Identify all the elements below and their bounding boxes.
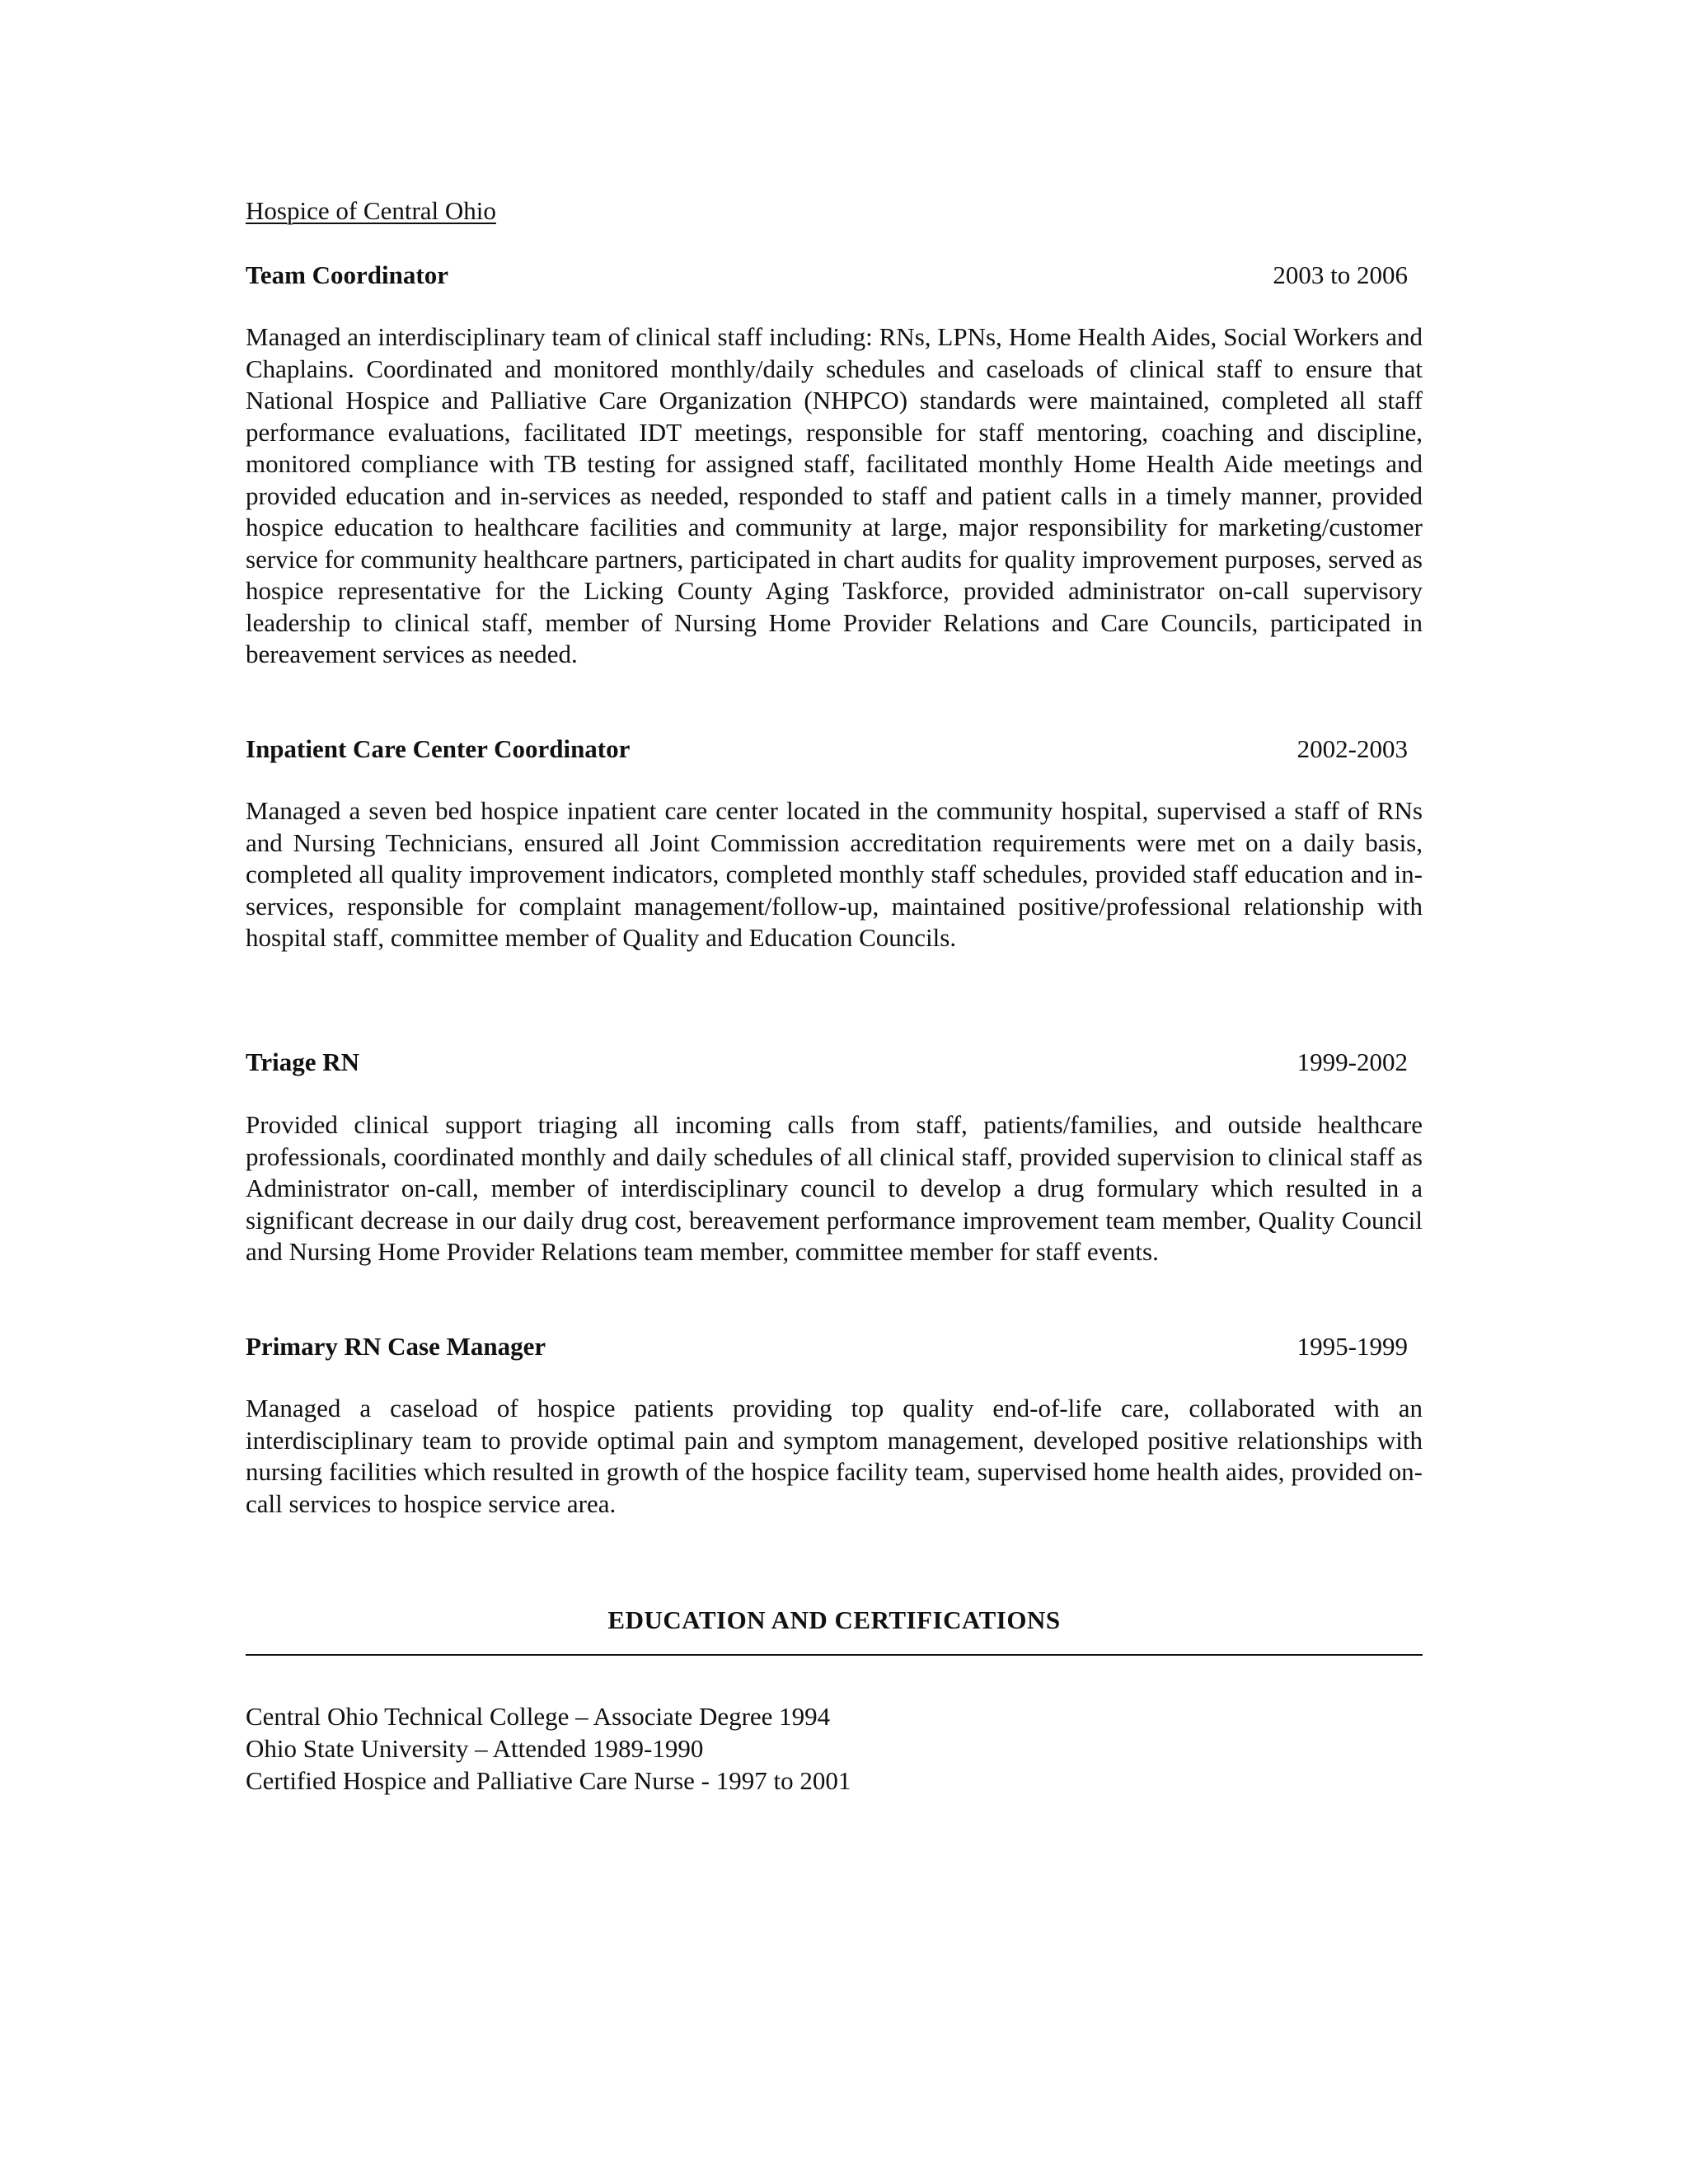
section-divider [246,1654,1423,1656]
job-dates: 1999-2002 [1296,1047,1408,1076]
job-title: Triage RN [246,1047,360,1076]
job-description: Managed a seven bed hospice inpatient care center located in the community hospital, supervised a staff of RNs and Nursing Technicians, ensured all Joint Commission accreditation requirements were met on a daily basis, completed all quality improvement indicators, completed monthly staff schedules, provided staff education and in-services, responsible for complaint management/follow-up, maintained positive/professional relationship with hospital staff, committee member of Quality and Education Councils. [246,796,1423,952]
job-description: Provided clinical support triaging all incoming calls from staff, patients/families, and outside healthcare professionals, coordinated monthly and daily schedules of all clinical staff, provided supervision to clinical staff as Administrator on-call, member of interdisciplinary council to develop a drug formulary which resulted in a significant decrease in our daily drug cost, bereavement performance improvement team member, Quality Council and Nursing Home Provider Relations team member, committee member for staff events. [246,1110,1423,1266]
job-dates: 1995-1999 [1296,1332,1408,1361]
job-dates: 2002-2003 [1296,734,1408,763]
job-title: Team Coordinator [246,260,448,289]
job-title: Primary RN Case Manager [246,1332,546,1361]
education-item: Ohio State University – Attended 1989-1990 [246,1734,704,1763]
job-dates: 2003 to 2006 [1273,260,1408,289]
education-item: Certified Hospice and Palliative Care Nurse - 1997 to 2001 [246,1766,851,1795]
education-list [246,1700,851,1797]
job-description: Managed an interdisciplinary team of clinical staff including: RNs, LPNs, Home Health Aides, Social Workers and Chaplains. Coordinated and monitored monthly/daily schedules and caseloads of clinical staff to ensure that National Hospice and Palliative Care Organization (NHPCO) standards were maintained, completed all staff performance evaluations, facilitated IDT meetings, responsible for staff mentoring, coaching and discipline, monitored compliance with TB testing for assigned staff, facilitated monthly Home Health Aide meetings and provided education and in-services as needed, responded to staff and patient calls in a timely manner, provided hospice education to healthcare facilities and community at large, major responsibility for marketing/customer service for community healthcare partners, participated in chart audits for quality improvement purposes, served as hospice representative for the Licking County Aging Taskforce, provided administrator on-call supervisory leadership to clinical staff, member of Nursing Home Provider Relations and Care Councils, participated in bereavement services as needed. [246,322,1423,668]
job-description: Managed a caseload of hospice patients providing top quality end-of-life care, collaborated with an interdisciplinary team to provide optimal pain and symptom management, developed positive relationships with nursing facilities which resulted in growth of the hospice facility team, supervised home health aides, provided on-call services to hospice service area. [246,1394,1423,1518]
job-title: Inpatient Care Center Coordinator [246,734,631,763]
education-item: Central Ohio Technical College – Associate Degree 1994 [246,1702,831,1731]
employer-name: Hospice of Central Ohio [246,196,496,225]
education-heading: EDUCATION AND CERTIFICATIONS [607,1605,1061,1634]
